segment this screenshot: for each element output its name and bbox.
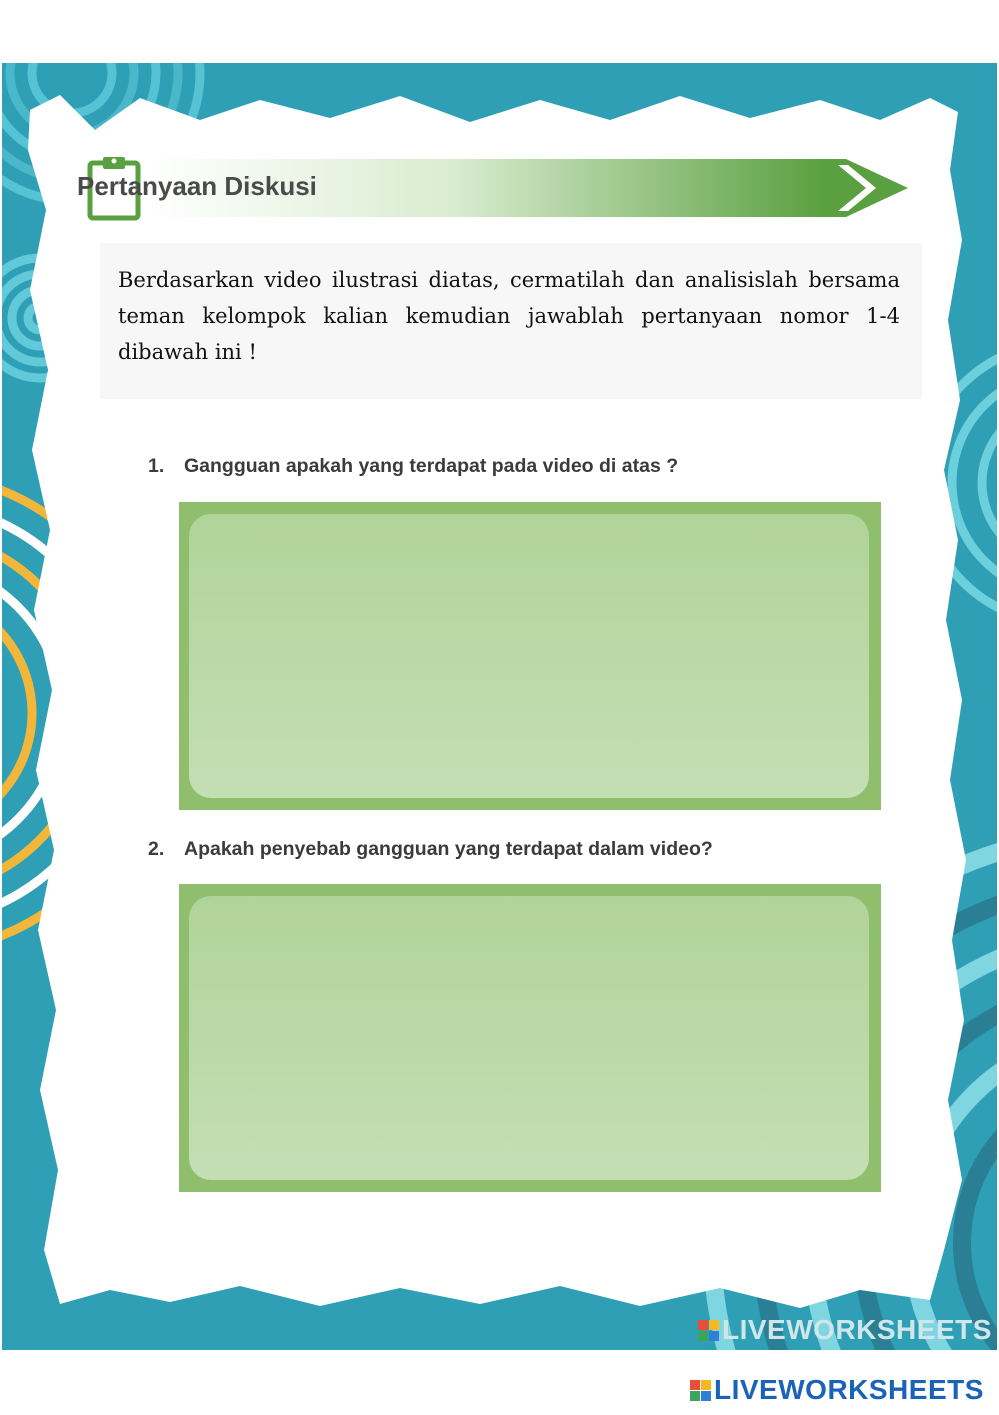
question-number: 1.: [148, 455, 165, 477]
watermark-logo: [698, 1315, 992, 1345]
answer-input-2[interactable]: [189, 896, 869, 1180]
question-text: Apakah penyebab gangguan yang terdapat dalam video?: [184, 838, 713, 860]
question-text: Gangguan apakah yang terdapat pada video di atas ?: [184, 455, 679, 477]
footer-logo: [690, 1375, 984, 1405]
logo-tiles-icon: [690, 1380, 711, 1401]
watermark-text: LIVEWORKSHEETS: [722, 1314, 992, 1345]
question-1: [148, 455, 678, 478]
answer-box-2: [179, 884, 881, 1192]
instruction-text: Berdasarkan video ilustrasi diatas, cermatilah dan analisislah bersama teman kelompok kalian kemudian jawablah pertanyaan nomor 1-4 dibawah ini !: [118, 268, 900, 364]
footer-logo-text: LIVEWORKSHEETS: [714, 1374, 984, 1405]
answer-input-1[interactable]: [189, 514, 869, 798]
section-title: Pertanyaan Diskusi: [77, 171, 317, 201]
question-2: [148, 838, 713, 861]
question-number: 2.: [148, 838, 165, 860]
logo-tiles-icon: [698, 1320, 719, 1341]
answer-box-1: [179, 502, 881, 810]
